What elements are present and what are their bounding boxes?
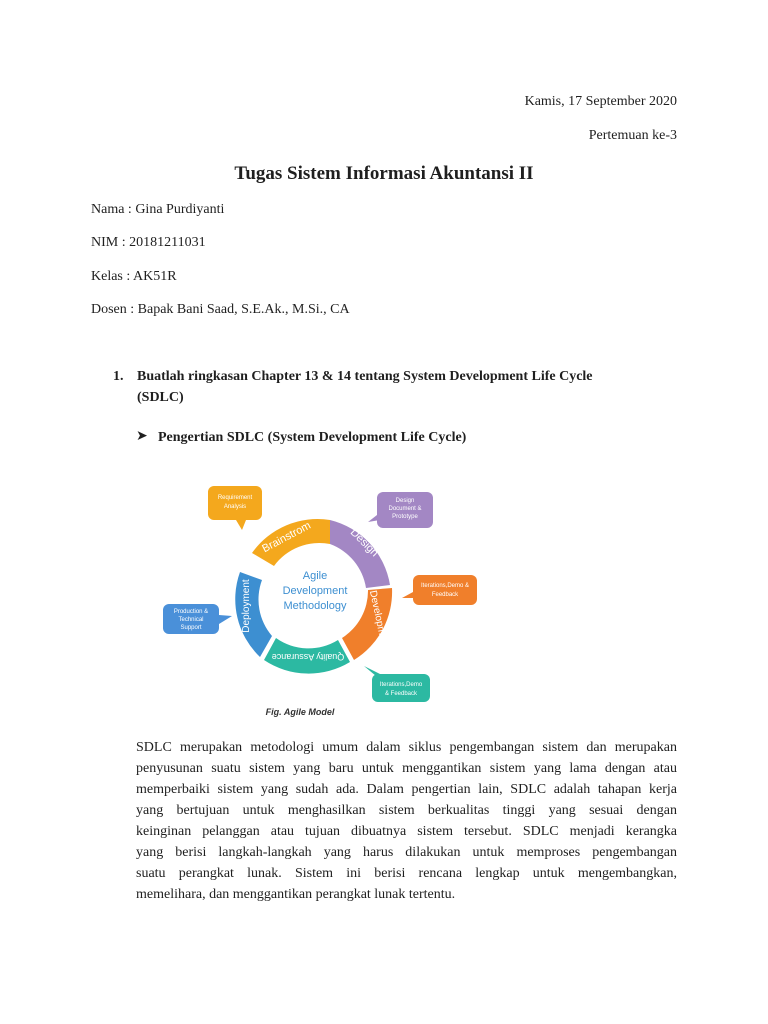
callout-iterations-1 bbox=[402, 575, 477, 605]
paragraph-line: yang bertujuan untuk menghasilkan sistem berkualitas tinggi yang sesuai dengan bbox=[136, 803, 677, 818]
callout-iterations-1-line-1: Iterations,Demo & bbox=[420, 583, 470, 589]
callout-production-line-1: Production & bbox=[173, 609, 209, 615]
callout-iterations-1-line-2: Feedback bbox=[431, 592, 459, 598]
callout-requirement bbox=[208, 486, 262, 530]
question-line-1: Buatlah ringkasan Chapter 13 & 14 tentang System Development Life Cycle bbox=[137, 369, 593, 384]
brainstorm-label: Brainstrom bbox=[260, 519, 313, 556]
callout-production bbox=[163, 604, 232, 634]
student-class: Kelas : AK51R bbox=[91, 269, 177, 284]
development-label: Development bbox=[366, 589, 390, 650]
paragraph-line: suatu perangkat lunak. Sistem ini berisi rencana lengkap untuk mengembangkan, bbox=[136, 866, 677, 881]
agile-diagram bbox=[150, 470, 490, 720]
paragraph-line: SDLC merupakan metodologi umum dalam siklus pengembangan sistem dan merupakan bbox=[136, 740, 677, 755]
center-line-2: Development bbox=[282, 585, 348, 597]
callout-design-doc-line-3: Prototype bbox=[392, 514, 418, 520]
paragraph-line: yang berisi langkah-langkah yang harus dilakukan untuk memproses pengembangan bbox=[136, 845, 677, 860]
callout-production-line-3: Support bbox=[180, 625, 202, 631]
question-text bbox=[137, 366, 677, 408]
paragraph-line: keinginan pelanggan atau tujuan dibuatnya sistem tersebut. SDLC menjadi kerangka bbox=[136, 824, 677, 839]
meeting-line: Pertemuan ke-3 bbox=[588, 128, 677, 143]
paragraph-line: memperbaiki sistem yang sudah ada. Dalam pengertian lain, SDLC adalah tahapan kerja bbox=[136, 782, 677, 797]
callout-design-doc bbox=[368, 492, 433, 528]
callout-requirement-line-1: Requirement bbox=[217, 495, 253, 501]
arrow-bullet-icon: ➤ bbox=[136, 429, 148, 444]
paragraph-line: penyusunan suatu sistem yang baru untuk menggantikan sistem yang lama dengan atau bbox=[136, 761, 677, 776]
qa-label: Quality Assurance bbox=[271, 652, 345, 662]
page-title: Tugas Sistem Informasi Akuntansi II bbox=[234, 163, 534, 184]
student-name: Nama : Gina Purdiyanti bbox=[91, 202, 225, 217]
center-line-3: Methodology bbox=[283, 600, 347, 612]
callout-iterations-2-line-1: Iterations,Demo bbox=[379, 682, 423, 688]
subheading: Pengertian SDLC (System Development Life Cycle) bbox=[158, 430, 467, 445]
design-label: Design bbox=[347, 526, 381, 560]
callout-design-doc-line-2: Document & bbox=[388, 506, 422, 512]
deployment-label: Deployment bbox=[241, 579, 252, 633]
question-number: 1. bbox=[113, 369, 124, 384]
paragraph-line: memelihara, dan menggantikan perangkat lunak tertentu. bbox=[136, 887, 456, 902]
figure-caption: Fig. Agile Model bbox=[265, 707, 335, 717]
question-line-2: (SDLC) bbox=[137, 390, 184, 405]
callout-iterations-2 bbox=[364, 666, 430, 702]
lecturer: Dosen : Bapak Bani Saad, S.E.Ak., M.Si., CA bbox=[91, 302, 350, 317]
callout-design-doc-line-1: Design bbox=[395, 498, 415, 504]
date-line: Kamis, 17 September 2020 bbox=[524, 94, 677, 109]
callout-iterations-2-line-2: & Feedback bbox=[384, 691, 418, 697]
callout-requirement-line-2: Analysis bbox=[223, 504, 247, 510]
sdlc-paragraph bbox=[136, 737, 677, 905]
callout-production-line-2: Technical bbox=[178, 617, 204, 623]
student-nim: NIM : 20181211031 bbox=[91, 235, 206, 250]
center-line-1: Agile bbox=[302, 570, 328, 582]
